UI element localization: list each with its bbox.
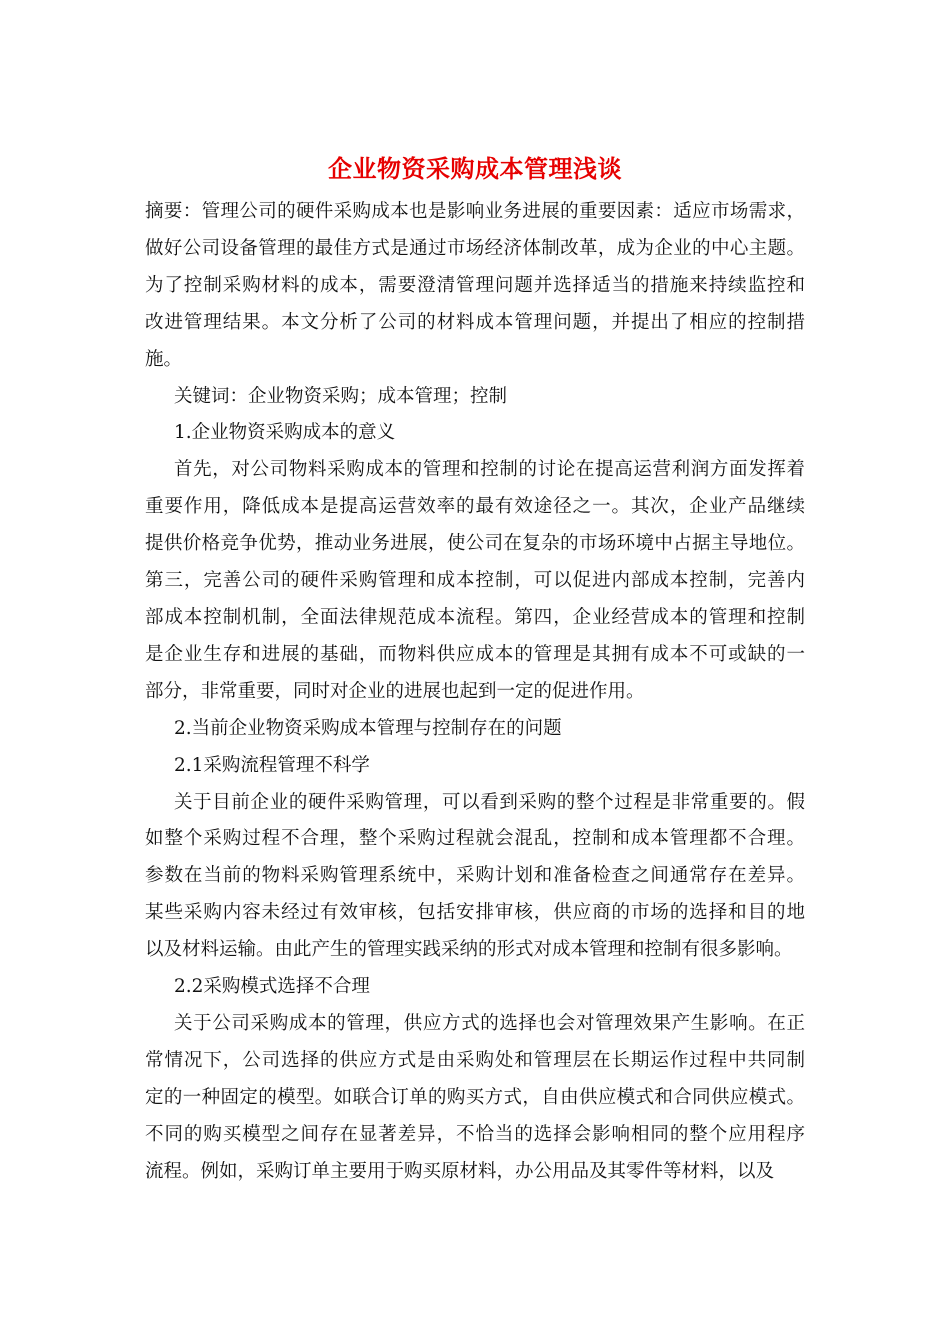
text-line: 首先，对公司物料采购成本的管理和控制的讨论在提高运营利润方面发挥着: [174, 459, 805, 481]
abstract-paragraph: [145, 194, 805, 379]
section-heading: [145, 711, 805, 748]
text-line: 流程。例如，采购订单主要用于购买原材料，办公用品及其零件等材料，以及: [145, 1160, 775, 1182]
body-paragraph: [145, 785, 805, 970]
text-line: 定的一种固定的模型。如联合订单的购买方式，自由供应模式和合同供应模式。: [145, 1086, 805, 1108]
text-line: 某些采购内容未经过有效审核，包括安排审核，供应商的市场的选择和目的地: [145, 902, 805, 924]
text-line: 是企业生存和进展的基础，而物料供应成本的管理是其拥有成本不可或缺的一: [145, 643, 805, 665]
text-line: 1.企业物资采购成本的意义: [174, 422, 396, 444]
text-line: 2.1采购流程管理不科学: [174, 754, 370, 776]
text-line: 关键词：企业物资采购；成本管理；控制: [174, 385, 508, 407]
keywords-paragraph: [145, 379, 805, 416]
text-line: 2.2采购模式选择不合理: [174, 976, 370, 998]
body-paragraph: [145, 1006, 805, 1191]
text-line: 重要作用，降低成本是提高运营效率的最有效途径之一。其次，企业产品继续: [145, 496, 805, 518]
text-line: 关于公司采购成本的管理，供应方式的选择也会对管理效果产生影响。在正: [174, 1012, 805, 1034]
text-line: 以及材料运输。由此产生的管理实践采纳的形式对成本管理和控制有很多影响。: [145, 939, 793, 961]
text-line: 如整个采购过程不合理，整个采购过程就会混乱，控制和成本管理都不合理。: [145, 828, 805, 850]
text-line: 关于目前企业的硬件采购管理，可以看到采购的整个过程是非常重要的。假: [174, 791, 805, 813]
text-line: 部分，非常重要，同时对企业的进展也起到一定的促进作用。: [145, 680, 645, 702]
text-line: 施。: [145, 348, 183, 370]
text-line: 为了控制采购材料的成本，需要澄清管理问题并选择适当的措施来持续监控和: [145, 274, 805, 296]
text-line: 2.当前企业物资采购成本管理与控制存在的问题: [174, 717, 562, 739]
text-line: 常情况下，公司选择的供应方式是由采购处和管理层在长期运作过程中共同制: [145, 1049, 805, 1071]
text-line: 做好公司设备管理的最佳方式是通过市场经济体制改革，成为企业的中心主题。: [145, 237, 805, 259]
text-line: 摘要：管理公司的硬件采购成本也是影响业务进展的重要因素：适应市场需求，: [145, 201, 805, 222]
section-heading: [145, 415, 805, 452]
text-line: 第三，完善公司的硬件采购管理和成本控制，可以促进内部成本控制，完善内: [145, 570, 805, 592]
text-line: 不同的购买模型之间存在显著差异，不恰当的选择会影响相同的整个应用程序: [145, 1123, 805, 1145]
text-line: 参数在当前的物料采购管理系统中，采购计划和准备检查之间通常存在差异。: [145, 865, 805, 887]
body-paragraph: [145, 452, 805, 710]
document-body: [145, 194, 805, 1190]
text-line: 部成本控制机制，全面法律规范成本流程。第四，企业经营成本的管理和控制: [145, 606, 805, 628]
document-title: 企业物资采购成本管理浅谈: [328, 154, 622, 183]
subsection-heading: [145, 969, 805, 1006]
subsection-heading: [145, 748, 805, 785]
text-line: 提供价格竞争优势，推动业务进展，使公司在复杂的市场环境中占据主导地位。: [145, 533, 805, 555]
text-line: 改进管理结果。本文分析了公司的材料成本管理问题，并提出了相应的控制措: [145, 311, 805, 333]
